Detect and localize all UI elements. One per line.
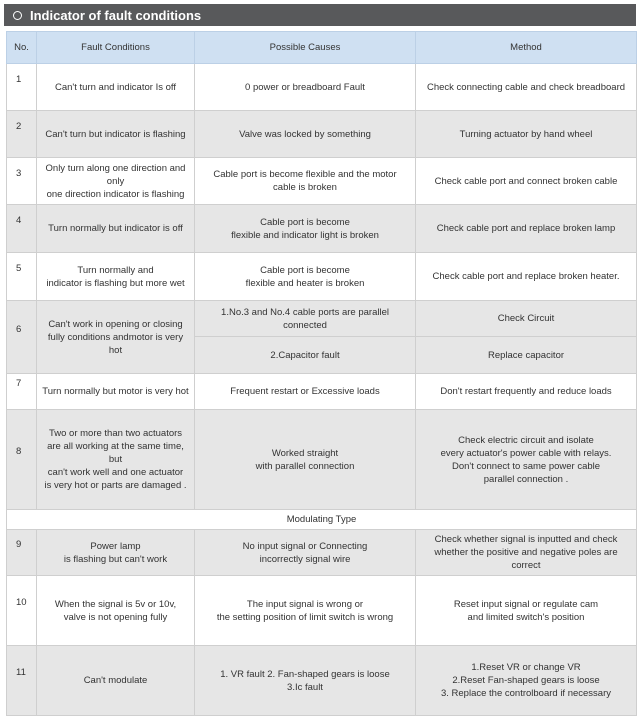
table-row	[7, 64, 637, 111]
row-number: 8	[7, 410, 37, 510]
cause-cell: 1. VR fault 2. Fan-shaped gears is loose 3.Ic fault	[195, 646, 416, 716]
table-row	[7, 253, 637, 301]
fault-cell: Turn normally but motor is very hot	[37, 374, 195, 410]
cause-cell: Worked straight with parallel connection	[195, 410, 416, 510]
method-cell: Check Circuit	[416, 301, 637, 337]
row-number: 1	[7, 64, 37, 111]
row-number: 7	[7, 374, 37, 410]
method-cell: Check electric circuit and isolate every actuator's power cable with relays. Don't connect to same power cable parallel connection .	[416, 410, 637, 510]
method-cell: Check cable port and replace broken heater.	[416, 253, 637, 301]
row-number: 11	[7, 646, 37, 716]
table-row	[7, 530, 637, 576]
cause-cell: Cable port is become flexible and indicator light is broken	[195, 205, 416, 253]
table-row	[7, 646, 637, 716]
method-cell: Check connecting cable and check breadboard	[416, 64, 637, 111]
fault-cell: Can't work in opening or closing fully conditions andmotor is very hot	[37, 301, 195, 374]
method-cell: Check cable port and replace broken lamp	[416, 205, 637, 253]
row-number: 6	[7, 301, 37, 374]
cause-cell: 0 power or breadboard Fault	[195, 64, 416, 111]
fault-cell: Only turn along one direction and only one direction indicator is flashing	[37, 158, 195, 205]
method-cell: Check cable port and connect broken cable	[416, 158, 637, 205]
fault-cell: Turn normally and indicator is flashing but more wet	[37, 253, 195, 301]
fault-cell: Two or more than two actuators are all working at the same time, but can't work well and one actuator is very hot or parts are damaged .	[37, 410, 195, 510]
column-header-no: No.	[7, 32, 37, 64]
row-number: 5	[7, 253, 37, 301]
fault-cell: Turn normally but indicator is off	[37, 205, 195, 253]
row-number: 2	[7, 111, 37, 158]
circle-bullet-icon	[13, 11, 22, 20]
cause-cell: Frequent restart or Excessive loads	[195, 374, 416, 410]
table-row	[7, 158, 637, 205]
table-row	[7, 374, 637, 410]
cause-cell: The input signal is wrong or the setting position of limit switch is wrong	[195, 576, 416, 646]
row-number: 3	[7, 158, 37, 205]
modulating-type-row	[7, 510, 637, 530]
table-row	[7, 410, 637, 510]
column-header-method: Method	[416, 32, 637, 64]
method-cell: 1.Reset VR or change VR 2.Reset Fan-shaped gears is loose 3. Replace the controlboard if necessary	[416, 646, 637, 716]
method-cell: Replace capacitor	[416, 337, 637, 374]
column-header-fault: Fault Conditions	[37, 32, 195, 64]
method-cell: Turning actuator by hand wheel	[416, 111, 637, 158]
fault-conditions-table	[6, 31, 637, 716]
row-number: 4	[7, 205, 37, 253]
method-cell: Reset input signal or regulate cam and limited switch's position	[416, 576, 637, 646]
row-number: 10	[7, 576, 37, 646]
fault-cell: Power lamp is flashing but can't work	[37, 530, 195, 576]
cause-cell: 1.No.3 and No.4 cable ports are parallel connected	[195, 301, 416, 337]
fault-cell: Can't turn but indicator is flashing	[37, 111, 195, 158]
table-row	[7, 576, 637, 646]
method-cell: Check whether signal is inputted and check whether the positive and negative poles are correct	[416, 530, 637, 576]
fault-cell: When the signal is 5v or 10v, valve is not opening fully	[37, 576, 195, 646]
section-title: Indicator of fault conditions	[30, 7, 202, 23]
cause-cell: Cable port is become flexible and the motor cable is broken	[195, 158, 416, 205]
table-row	[7, 111, 637, 158]
table-header-row	[7, 32, 637, 64]
modulating-type-label: Modulating Type	[7, 510, 637, 530]
fault-cell: Can't turn and indicator Is off	[37, 64, 195, 111]
cause-cell: No input signal or Connecting incorrectly signal wire	[195, 530, 416, 576]
cause-cell: Valve was locked by something	[195, 111, 416, 158]
table-row	[7, 205, 637, 253]
column-header-cause: Possible Causes	[195, 32, 416, 64]
fault-cell: Can't modulate	[37, 646, 195, 716]
row-number: 9	[7, 530, 37, 576]
cause-cell: Cable port is become flexible and heater is broken	[195, 253, 416, 301]
section-title-bar	[4, 4, 636, 26]
method-cell: Don't restart frequently and reduce loads	[416, 374, 637, 410]
table-row	[7, 301, 637, 337]
cause-cell: 2.Capacitor fault	[195, 337, 416, 374]
